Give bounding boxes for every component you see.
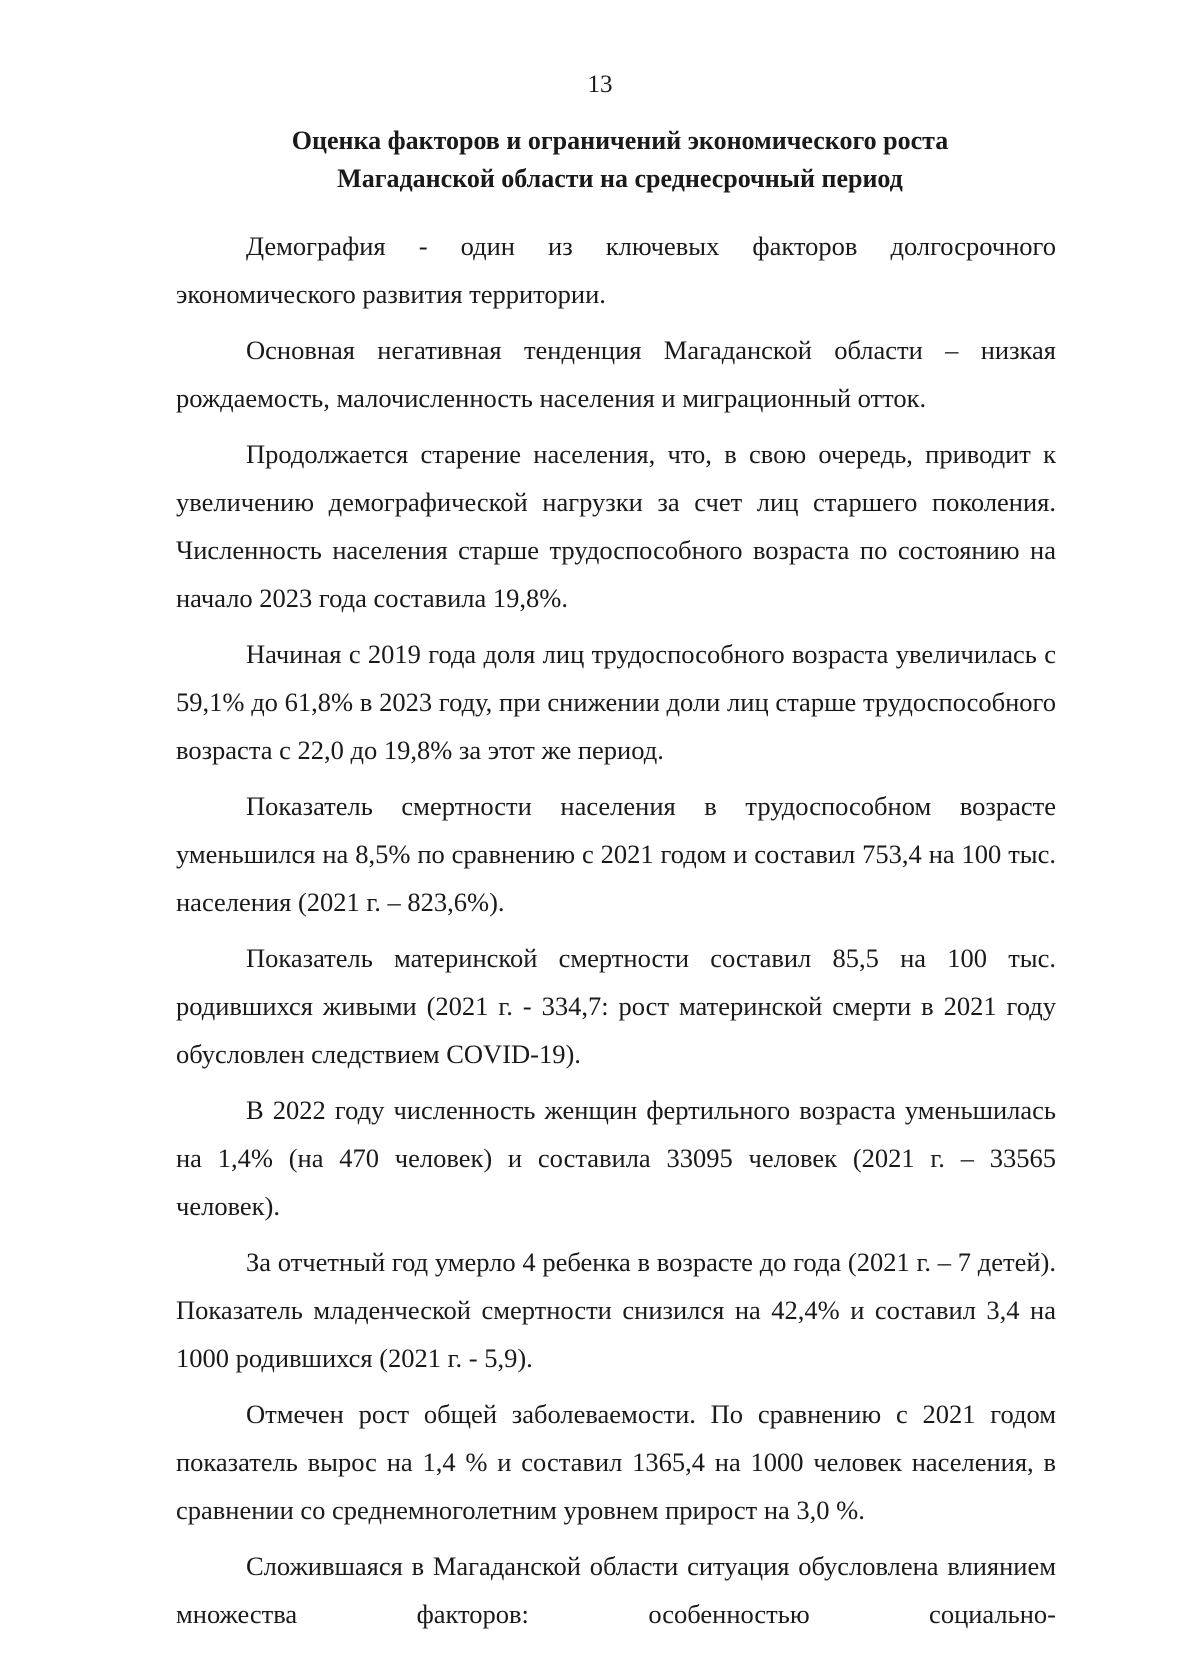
paragraph-aging: Продолжается старение населения, что, в свою очередь, приводит к увеличению демографической нагрузки за счет лиц старшего поколения. Численность населения старше трудоспособного возраста по состоянию на начало 2023 года составила 19,8%. xyxy=(176,439,1056,613)
section-title-line-2: Магаданской области на среднесрочный период xyxy=(337,164,903,193)
paragraph-fertile-women: В 2022 году численность женщин фертильного возраста уменьшилась на 1,4% (на 470 человек) и составила 33095 человек (2021 г. – 33565 человек). xyxy=(176,1095,1056,1221)
paragraph-working-age-mortality: Показатель смертности населения в трудоспособном возрасте уменьшился на 8,5% по сравнению с 2021 годом и составил 753,4 на 100 тыс. населения (2021 г. – 823,6%). xyxy=(176,791,1056,917)
paragraph-negative-trend: Основная негативная тенденция Магаданской области – низкая рождаемость, малочисленность населения и миграционный отток. xyxy=(176,335,1056,413)
paragraph-situation-factors: Сложившаяся в Магаданской области ситуация обусловлена влиянием множества факторов: особенностью социально- xyxy=(176,1551,1056,1629)
section-title xyxy=(170,122,1070,198)
paragraph-infant-mortality: За отчетный год умерло 4 ребенка в возрасте до года (2021 г. – 7 детей). Показатель младенческой смертности снизился на 42,4% и составил 3,4 на 1000 родившихся (2021 г. - 5,9). xyxy=(176,1247,1056,1373)
paragraph-working-age-share: Начиная с 2019 года доля лиц трудоспособного возраста увеличилась с 59,1% до 61,8% в 2023 году, при снижении доли лиц старше трудоспособного возраста с 22,0 до 19,8% за этот же период. xyxy=(176,639,1056,765)
paragraph-morbidity: Отмечен рост общей заболеваемости. По сравнению с 2021 годом показатель вырос на 1,4 % и составил 1365,4 на 1000 человек населения, в сравнении со среднемноголетним уровнем прирост на 3,0 %. xyxy=(176,1399,1056,1525)
body-text xyxy=(176,222,1056,1646)
paragraph-demography: Демография - один из ключевых факторов долгосрочного экономического развития территории. xyxy=(176,231,1056,309)
page-number: 13 xyxy=(587,71,613,98)
paragraph-maternal-mortality: Показатель материнской смертности составил 85,5 на 100 тыс. родившихся живыми (2021 г. - 334,7: рост материнской смерти в 2021 году обусловлен следствием COVID-19). xyxy=(176,943,1056,1069)
section-title-line-1: Оценка факторов и ограничений экономического роста xyxy=(291,126,949,155)
